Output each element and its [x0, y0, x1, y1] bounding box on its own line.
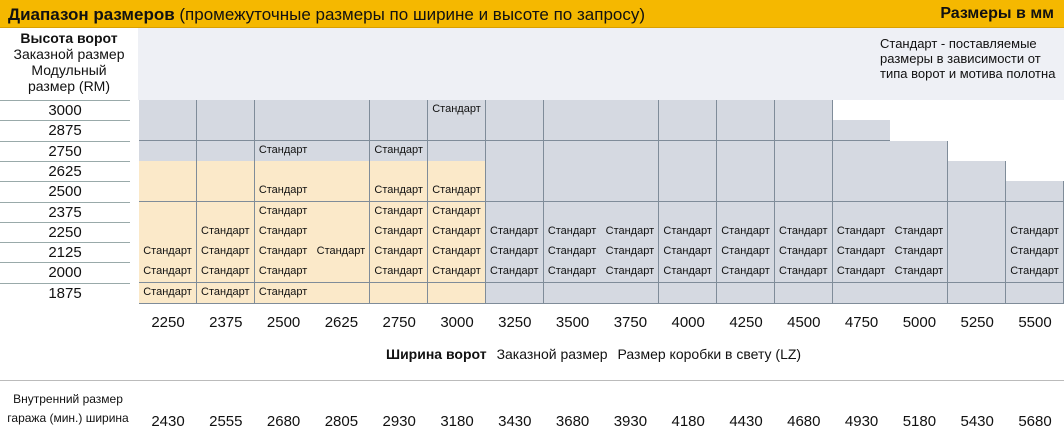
height-value: 2250 — [0, 222, 130, 242]
width-value: 3750 — [613, 314, 648, 331]
standard-cell: Стандарт — [255, 242, 313, 263]
grid-cell — [948, 222, 1006, 243]
standard-cell: Стандарт — [255, 222, 313, 243]
garage-label-line2: гаража (мин.) ширина — [7, 411, 129, 425]
garage-width-value: 5180 — [902, 413, 937, 430]
divider — [0, 380, 1064, 381]
grid-cell — [775, 181, 833, 202]
standard-cell: Стандарт — [1006, 222, 1064, 243]
standard-cell: Стандарт — [370, 141, 428, 162]
units-label: Размеры в мм — [940, 5, 1054, 22]
standard-cell: Стандарт — [717, 222, 775, 243]
standard-cell: Стандарт — [312, 242, 370, 263]
grid-cell — [1006, 161, 1064, 182]
garage-width-value: 2930 — [382, 413, 416, 430]
garage-width-value: 2680 — [266, 413, 301, 430]
width-value: 5250 — [960, 314, 994, 331]
grid-cell — [139, 161, 197, 182]
grid-cell — [948, 181, 1006, 202]
standard-cell: Стандарт — [255, 141, 313, 162]
grid-cell — [486, 120, 544, 141]
grid-cell — [1006, 120, 1064, 141]
width-value: 4500 — [787, 314, 821, 331]
grid-cell — [717, 141, 775, 162]
height-value: 2000 — [0, 262, 130, 282]
page-title: Диапазон размеров (промежуточные размеры по ширине и высоте по запросу) — [8, 5, 646, 24]
grid-cell — [197, 181, 255, 202]
grid-cell — [255, 161, 313, 182]
standard-cell: Стандарт — [659, 242, 717, 263]
grid-cell — [948, 262, 1006, 283]
grid-cell — [601, 141, 659, 162]
height-value: 2375 — [0, 202, 130, 222]
standard-cell: Стандарт — [428, 100, 486, 121]
grid-cell — [775, 202, 833, 223]
width-value: 4750 — [844, 314, 879, 331]
garage-width-value: 2555 — [209, 413, 243, 430]
grid-cell — [1006, 181, 1064, 202]
grid-cell — [890, 120, 948, 141]
grid-cell — [312, 222, 370, 243]
standard-cell: Стандарт — [659, 262, 717, 283]
standard-cell: Стандарт — [601, 242, 659, 263]
legend-text: Стандарт - поставляемые размеры в зависимости от типа ворот и мотива полотна — [880, 36, 1056, 81]
grid-cell — [486, 161, 544, 182]
grid-cell — [197, 100, 255, 121]
grid-cell — [717, 100, 775, 121]
height-value: 3000 — [0, 100, 130, 120]
header-bar — [0, 0, 1064, 28]
grid-cell — [197, 161, 255, 182]
grid-cell — [370, 161, 428, 182]
grid-cell — [890, 100, 948, 121]
standard-cell: Стандарт — [833, 242, 891, 263]
grid-cell — [948, 202, 1006, 223]
standard-cell: Стандарт — [486, 242, 544, 263]
grid-cell — [428, 141, 486, 162]
grid-cell — [312, 181, 370, 202]
standard-cell: Стандарт — [890, 222, 948, 243]
standard-cell: Стандарт — [833, 222, 891, 243]
grid-cell — [486, 181, 544, 202]
garage-width-value: 4930 — [844, 413, 879, 430]
grid-cell — [717, 120, 775, 141]
standard-cell: Стандарт — [544, 242, 602, 263]
grid-cell — [139, 120, 197, 141]
grid-cell — [428, 120, 486, 141]
standard-cell: Стандарт — [486, 222, 544, 243]
width-caption: Ширина ворот Заказной размер Размер коробки в свету (LZ) — [386, 346, 802, 362]
height-value: 2625 — [0, 161, 130, 181]
grid-cell — [601, 120, 659, 141]
grid-cell — [139, 222, 197, 243]
grid-cell — [544, 283, 602, 304]
width-value: 3250 — [498, 314, 532, 331]
grid-cell — [486, 141, 544, 162]
standard-cell: Стандарт — [255, 202, 313, 223]
grid-cell — [312, 262, 370, 283]
grid-cell — [544, 141, 602, 162]
width-value: 2250 — [151, 314, 185, 331]
grid-cell — [601, 283, 659, 304]
standard-cell: Стандарт — [890, 242, 948, 263]
standard-cell: Стандарт — [428, 222, 486, 243]
standard-cell: Стандарт — [428, 262, 486, 283]
standard-cell: Стандарт — [255, 283, 313, 304]
grid-cell — [312, 141, 370, 162]
width-value: 2625 — [324, 314, 359, 331]
grid-cell — [890, 141, 948, 162]
standard-cell: Стандарт — [717, 262, 775, 283]
grid-cell — [775, 141, 833, 162]
grid-cell — [601, 202, 659, 223]
grid-cell — [659, 120, 717, 141]
width-value: 4250 — [729, 314, 763, 331]
height-title: Высота ворот — [20, 30, 118, 46]
width-value: 2500 — [266, 314, 301, 331]
grid-cell — [659, 202, 717, 223]
grid-cell — [890, 161, 948, 182]
grid-cell — [312, 120, 370, 141]
grid-cell — [833, 141, 891, 162]
grid-cell — [197, 202, 255, 223]
standard-cell: Стандарт — [659, 222, 717, 243]
width-value: 2375 — [209, 314, 243, 331]
grid-cell — [544, 120, 602, 141]
standard-cell: Стандарт — [255, 181, 313, 202]
grid-cell — [312, 100, 370, 121]
standard-cell: Стандарт — [139, 283, 197, 304]
grid-cell — [833, 283, 891, 304]
grid-cell — [139, 141, 197, 162]
standard-cell: Стандарт — [197, 283, 255, 304]
garage-width-value: 2430 — [151, 413, 185, 430]
grid-cell — [948, 141, 1006, 162]
standard-cell: Стандарт — [197, 242, 255, 263]
grid-cell — [775, 120, 833, 141]
grid-cell — [370, 283, 428, 304]
width-value: 5000 — [902, 314, 937, 331]
height-value: 2125 — [0, 242, 130, 262]
width-value: 3000 — [440, 314, 474, 331]
grid-cell — [659, 283, 717, 304]
height-modular: Модульный — [31, 62, 107, 78]
width-value: 5500 — [1018, 314, 1052, 331]
standard-cell: Стандарт — [197, 222, 255, 243]
grid-cell — [139, 100, 197, 121]
height-value: 2875 — [0, 120, 130, 140]
garage-width-value: 3430 — [498, 413, 532, 430]
standard-cell: Стандарт — [833, 262, 891, 283]
standard-cell: Стандарт — [370, 262, 428, 283]
grid-cell — [312, 283, 370, 304]
grid-cell — [1006, 283, 1064, 304]
grid-cell — [544, 161, 602, 182]
grid-cell — [659, 141, 717, 162]
grid-cell — [197, 120, 255, 141]
grid-cell — [833, 161, 891, 182]
grid-cell — [601, 100, 659, 121]
grid-cell — [1006, 100, 1064, 121]
width-value: 3500 — [555, 314, 590, 331]
standard-cell: Стандарт — [890, 262, 948, 283]
standard-cell: Стандарт — [544, 222, 602, 243]
grid-cell — [486, 202, 544, 223]
garage-width-value: 2805 — [324, 413, 359, 430]
width-value: 4000 — [671, 314, 705, 331]
grid-cell — [775, 161, 833, 182]
grid-cell — [659, 161, 717, 182]
standard-cell: Стандарт — [1006, 242, 1064, 263]
grid-cell — [197, 141, 255, 162]
standard-cell: Стандарт — [1006, 262, 1064, 283]
grid-cell — [139, 181, 197, 202]
grid-cell — [775, 100, 833, 121]
height-value: 1875 — [0, 283, 130, 303]
grid-cell — [1006, 202, 1064, 223]
grid-cell — [833, 202, 891, 223]
standard-cell: Стандарт — [139, 242, 197, 263]
standard-cell: Стандарт — [370, 222, 428, 243]
standard-cell: Стандарт — [544, 262, 602, 283]
grid-cell — [659, 100, 717, 121]
grid-cell — [717, 161, 775, 182]
grid-cell — [486, 283, 544, 304]
garage-width-value: 3930 — [613, 413, 648, 430]
grid-cell — [428, 283, 486, 304]
height-value: 2750 — [0, 141, 130, 161]
grid-cell — [948, 161, 1006, 182]
garage-width-value: 3680 — [555, 413, 590, 430]
standard-cell: Стандарт — [775, 222, 833, 243]
grid-cell — [948, 100, 1006, 121]
grid-cell — [948, 242, 1006, 263]
garage-label-line1: Внутренний размер — [13, 392, 123, 406]
standard-cell: Стандарт — [717, 242, 775, 263]
grid-cell — [833, 100, 891, 121]
grid-cell — [544, 100, 602, 121]
grid-cell — [890, 202, 948, 223]
grid-cell — [717, 181, 775, 202]
standard-cell: Стандарт — [601, 262, 659, 283]
height-header — [0, 28, 138, 100]
width-value: 2750 — [382, 314, 416, 331]
grid-cell — [833, 120, 891, 141]
grid-cell — [1006, 141, 1064, 162]
standard-cell: Стандарт — [775, 262, 833, 283]
grid-cell — [717, 202, 775, 223]
grid-cell — [544, 181, 602, 202]
grid-cell — [948, 283, 1006, 304]
grid-cell — [370, 120, 428, 141]
grid-cell — [370, 100, 428, 121]
garage-width-value: 4430 — [729, 413, 763, 430]
grid-cell — [255, 120, 313, 141]
standard-cell: Стандарт — [428, 242, 486, 263]
grid-cell — [312, 202, 370, 223]
standard-cell: Стандарт — [486, 262, 544, 283]
grid-cell — [890, 181, 948, 202]
standard-cell: Стандарт — [428, 181, 486, 202]
grid-cell — [486, 100, 544, 121]
standard-cell: Стандарт — [775, 242, 833, 263]
garage-width-value: 5430 — [960, 413, 994, 430]
standard-cell: Стандарт — [370, 202, 428, 223]
grid-cell — [890, 283, 948, 304]
standard-cell: Стандарт — [139, 262, 197, 283]
garage-width-value: 4180 — [671, 413, 705, 430]
standard-cell: Стандарт — [370, 242, 428, 263]
garage-width-value: 3180 — [440, 413, 474, 430]
grid-cell — [833, 181, 891, 202]
standard-cell: Стандарт — [428, 202, 486, 223]
grid-cell — [948, 120, 1006, 141]
garage-width-value: 4680 — [787, 413, 821, 430]
grid-cell — [139, 202, 197, 223]
standard-cell: Стандарт — [601, 222, 659, 243]
garage-width-value: 5680 — [1018, 413, 1052, 430]
grid-cell — [601, 161, 659, 182]
grid-cell — [255, 100, 313, 121]
grid-cell — [775, 283, 833, 304]
standard-cell: Стандарт — [197, 262, 255, 283]
grid-cell — [544, 202, 602, 223]
grid-cell — [659, 181, 717, 202]
height-value: 2500 — [0, 181, 130, 201]
grid-cell — [312, 161, 370, 182]
standard-cell: Стандарт — [255, 262, 313, 283]
grid-cell — [428, 161, 486, 182]
grid-cell — [717, 283, 775, 304]
height-subtitle: Заказной размер — [13, 46, 125, 62]
height-modular-rm: размер (RM) — [27, 78, 111, 94]
grid-cell — [601, 181, 659, 202]
standard-cell: Стандарт — [370, 181, 428, 202]
